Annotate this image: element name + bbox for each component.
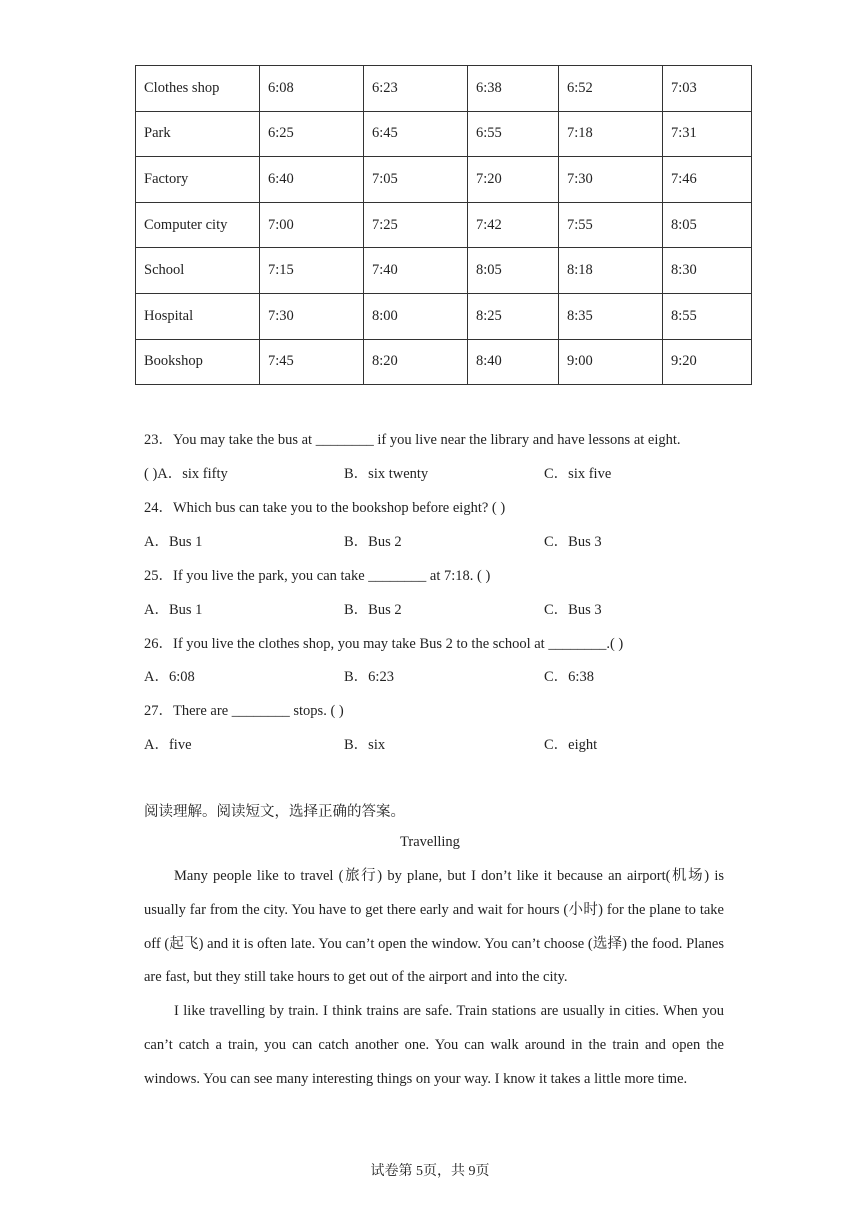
question-stem: 23．You may take the bus at ________ if you live near the library and have lessons at eight. <box>144 432 681 448</box>
time-cell: 7:46 <box>663 157 752 203</box>
time-cell: 8:05 <box>663 202 752 248</box>
option-b: B．6:23 <box>344 669 394 685</box>
question-stem: 25．If you live the park, you can take ________ at 7:18. ( ) <box>144 568 491 584</box>
time-cell: 7:55 <box>559 202 663 248</box>
option-c: C．6:38 <box>544 669 594 685</box>
option-a: A．five <box>144 737 192 753</box>
time-cell: 7:20 <box>468 157 559 203</box>
bus-timetable <box>135 65 752 385</box>
time-cell: 6:23 <box>364 66 468 112</box>
time-cell: 7:45 <box>260 339 364 385</box>
time-cell: 8:20 <box>364 339 468 385</box>
stop-name-cell: School <box>136 248 260 294</box>
timetable-row <box>136 248 752 294</box>
question-stem: 24．Which bus can take you to the bookshop before eight? ( ) <box>144 500 506 516</box>
time-cell: 8:25 <box>468 293 559 339</box>
time-cell: 9:00 <box>559 339 663 385</box>
option-c: C．Bus 3 <box>544 534 602 550</box>
stop-name-cell: Clothes shop <box>136 66 260 112</box>
option-a: ( )A．six fifty <box>144 466 228 482</box>
timetable-row <box>136 293 752 339</box>
time-cell: 7:15 <box>260 248 364 294</box>
stop-name-cell: Computer city <box>136 202 260 248</box>
option-c: C．Bus 3 <box>544 602 602 618</box>
option-c: C．eight <box>544 737 598 753</box>
time-cell: 6:40 <box>260 157 364 203</box>
paragraph-text: I like travelling by train. I think trains are safe. Train stations are usually in cities. When you can’t catch a train, you can catch another one. You can walk around in the train and open the windows. You can see many interesting things on your way. I know it takes a little more time. <box>144 1003 724 1087</box>
reading-instruction: 阅读理解。阅读短文，选择正确的答案。 <box>144 804 405 820</box>
time-cell: 8:55 <box>663 293 752 339</box>
timetable-body <box>136 66 752 385</box>
timetable-row <box>136 157 752 203</box>
option-c: C．six five <box>544 466 612 482</box>
option-a: A．6:08 <box>144 669 195 685</box>
time-cell: 6:45 <box>364 111 468 157</box>
time-cell: 6:08 <box>260 66 364 112</box>
time-cell: 8:35 <box>559 293 663 339</box>
time-cell: 7:40 <box>364 248 468 294</box>
time-cell: 8:00 <box>364 293 468 339</box>
time-cell: 7:30 <box>559 157 663 203</box>
timetable-row <box>136 111 752 157</box>
option-b: B．six <box>344 737 386 753</box>
time-cell: 6:38 <box>468 66 559 112</box>
option-b: B．six twenty <box>344 466 429 482</box>
time-cell: 8:40 <box>468 339 559 385</box>
stop-name-cell: Factory <box>136 157 260 203</box>
time-cell: 7:03 <box>663 66 752 112</box>
option-a: A．Bus 1 <box>144 534 203 550</box>
time-cell: 6:55 <box>468 111 559 157</box>
passage-paragraph-2 <box>144 995 724 1096</box>
stop-name-cell: Park <box>136 111 260 157</box>
time-cell: 8:05 <box>468 248 559 294</box>
time-cell: 7:31 <box>663 111 752 157</box>
page-footer: 试卷第 5页，共 9页 <box>370 1164 490 1179</box>
stop-name-cell: Bookshop <box>136 339 260 385</box>
time-cell: 6:52 <box>559 66 663 112</box>
question-stem: 27．There are ________ stops. ( ) <box>144 703 344 719</box>
time-cell: 7:00 <box>260 202 364 248</box>
time-cell: 7:05 <box>364 157 468 203</box>
time-cell: 7:18 <box>559 111 663 157</box>
timetable-row <box>136 66 752 112</box>
stop-name-cell: Hospital <box>136 293 260 339</box>
timetable-row <box>136 339 752 385</box>
time-cell: 8:18 <box>559 248 663 294</box>
time-cell: 9:20 <box>663 339 752 385</box>
option-b: B．Bus 2 <box>344 534 402 550</box>
passage-paragraph-1 <box>144 860 724 995</box>
option-a: A．Bus 1 <box>144 602 203 618</box>
time-cell: 6:25 <box>260 111 364 157</box>
time-cell: 7:42 <box>468 202 559 248</box>
time-cell: 7:30 <box>260 293 364 339</box>
time-cell: 7:25 <box>364 202 468 248</box>
option-b: B．Bus 2 <box>344 602 402 618</box>
time-cell: 8:30 <box>663 248 752 294</box>
question-stem: 26．If you live the clothes shop, you may take Bus 2 to the school at ________.( ) <box>144 636 624 652</box>
timetable-row <box>136 202 752 248</box>
paragraph-text: Many people like to travel (旅行) by plane, but I don’t like it because an airport(机场) is usually far from the city. You have to get there early and wait for hours (小时) for the plane to take off (起飞) and it is often late. You can’t open the window. You can’t choose (选择) the food. Planes are fast, but they still take hours to get out of the airport and into the city. <box>144 868 724 986</box>
passage-title: Travelling <box>400 834 460 850</box>
